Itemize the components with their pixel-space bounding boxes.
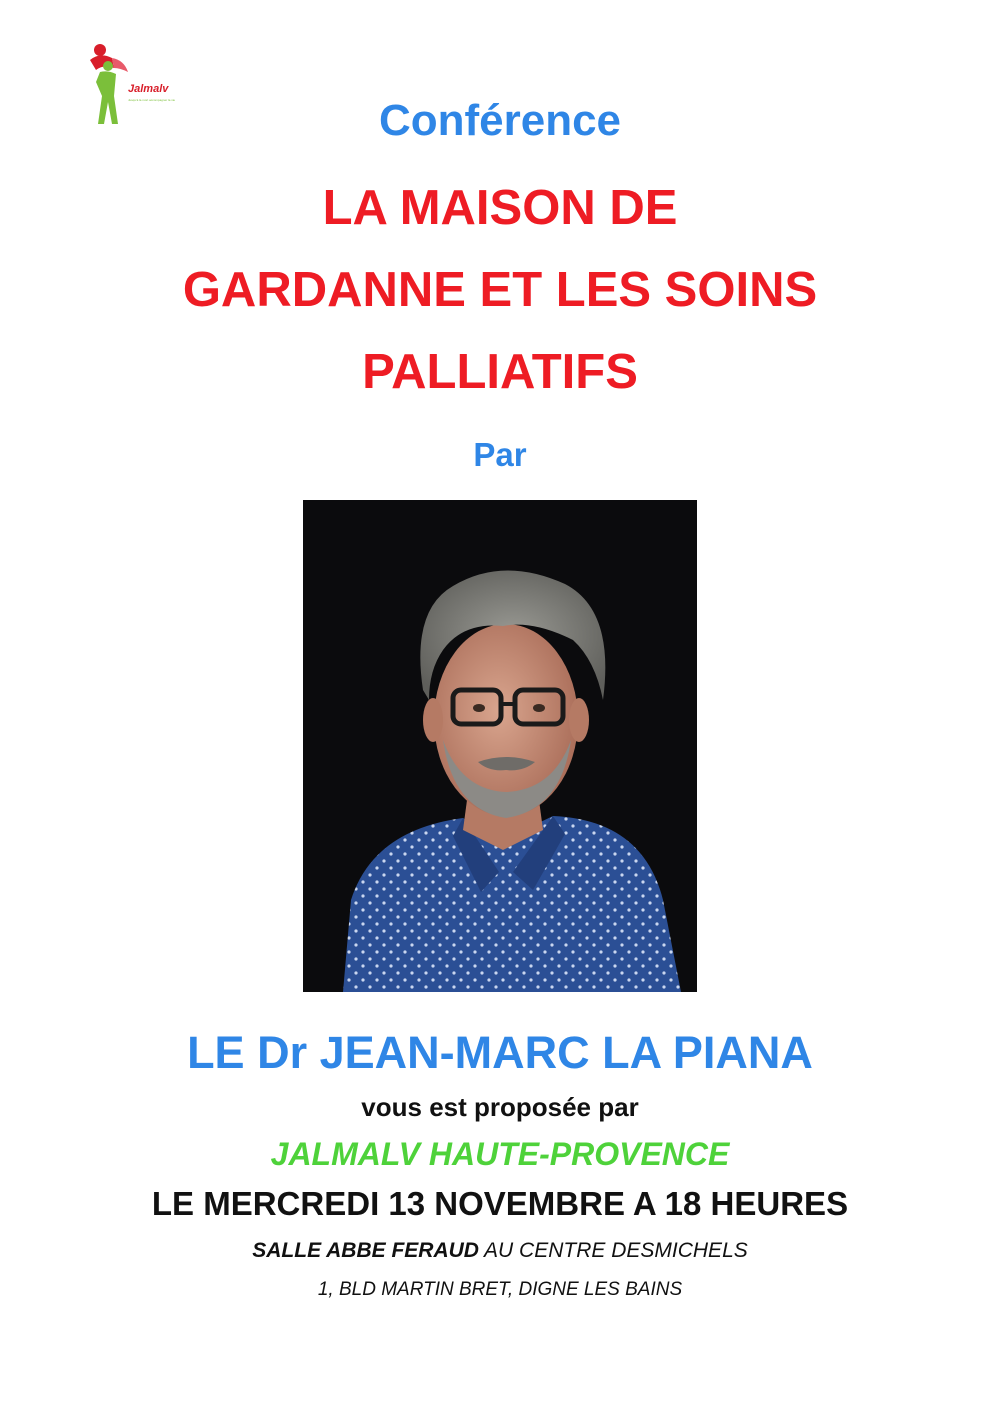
logo-tagline: Jusqu'à la mort accompagner la vie — [128, 98, 176, 102]
event-date-time: LE MERCREDI 13 NOVEMBRE A 18 HEURES — [151, 1185, 849, 1222]
title-line-1: LA MAISON DE — [322, 181, 678, 235]
venue-line — [0, 1240, 1000, 1261]
proposed-by-text: vous est proposée par — [361, 1092, 639, 1122]
event-type: Conférence — [378, 96, 622, 145]
organizer-name: JALMALV HAUTE-PROVENCE — [270, 1136, 730, 1172]
by-label: Par — [473, 436, 527, 473]
venue-name: SALLE ABBE FERAUD — [252, 1239, 479, 1262]
title-line-3: PALLIATIFS — [362, 345, 638, 399]
venue-location: AU CENTRE DESMICHELS — [478, 1239, 748, 1262]
speaker-portrait — [303, 500, 697, 992]
speaker-photo — [303, 500, 697, 992]
venue-address: 1, BLD MARTIN BRET, DIGNE LES BAINS — [317, 1279, 683, 1300]
logo-wordmark: Jalmalv — [128, 83, 169, 95]
title-line-2: GARDANNE ET LES SOINS — [182, 263, 818, 317]
speaker-name: LE Dr JEAN-MARC LA PIANA — [187, 1027, 813, 1078]
